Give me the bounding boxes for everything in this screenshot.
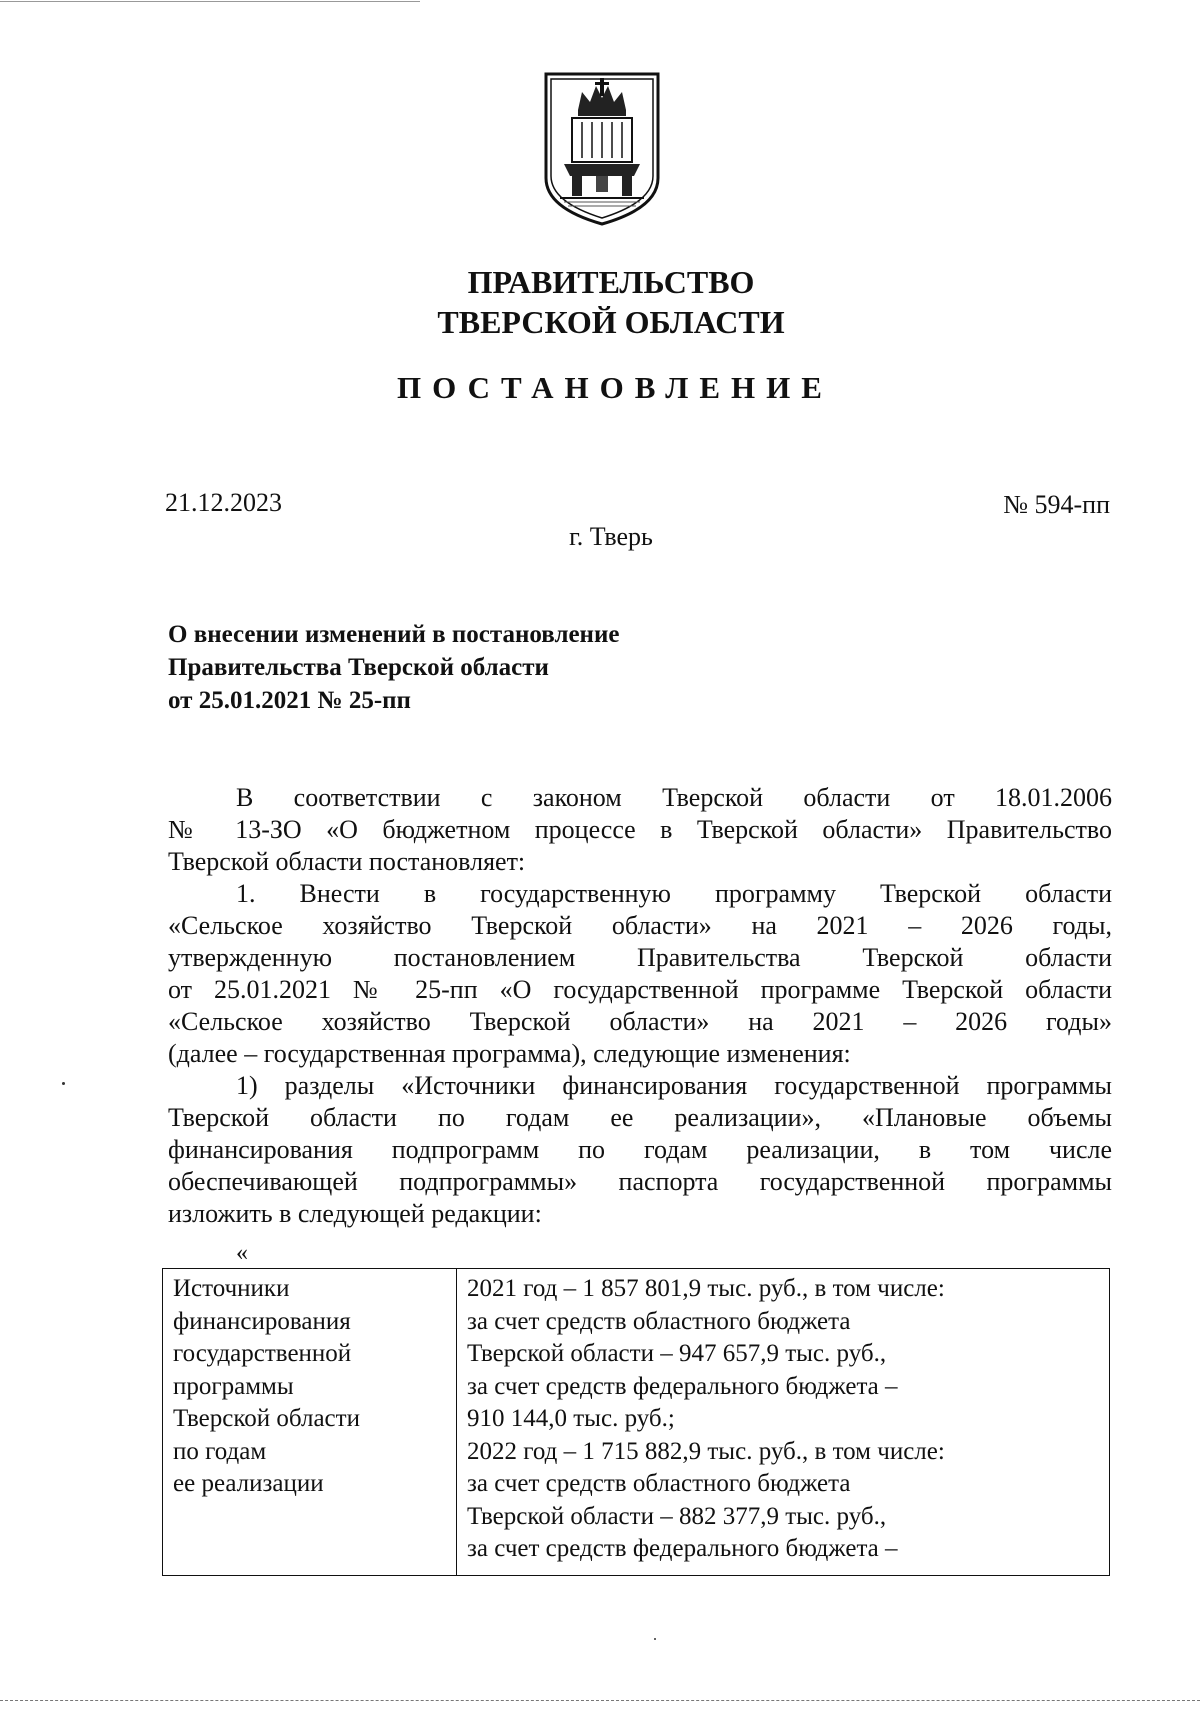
scan-artifact-line — [0, 1700, 1200, 1701]
table-left-line: Тверской области — [173, 1405, 360, 1432]
table-right-line: Тверской области – 882 377,9 тыс. руб., — [467, 1502, 887, 1530]
document-city: г. Тверь — [569, 522, 653, 551]
subject-line: Правительства Тверской области — [168, 654, 549, 681]
document-date: 21.12.2023 — [165, 488, 282, 517]
table-right-line: Тверской области – 947 657,9 тыс. руб., — [467, 1340, 887, 1367]
table-left-line: Источники — [173, 1275, 290, 1302]
table-right-line: за счет средств областного бюджета — [467, 1470, 851, 1497]
body-line: утвержденную постановлением Правительства Тверской области — [168, 943, 1112, 972]
subject-line: О внесении изменений в постановление — [168, 621, 620, 648]
document-subject — [168, 618, 619, 717]
scan-speck — [62, 1082, 65, 1085]
body-line: Тверской области по годам ее реализации», «Плановые объемы — [168, 1103, 1112, 1132]
table-left-line: программы — [173, 1372, 294, 1400]
body-line: № 13-ЗО «О бюджетном процессе в Тверской области» Правительство — [168, 815, 1112, 844]
body-line: Тверской области постановляет: — [168, 847, 526, 876]
table-right-line: за счет средств федерального бюджета – — [467, 1535, 898, 1562]
table-left-cell — [173, 1273, 360, 1501]
table-right-line: за счет средств областного бюджета — [467, 1307, 851, 1335]
table-left-line: по годам — [173, 1437, 267, 1465]
government-title — [0, 262, 1200, 342]
financing-table — [162, 1268, 1110, 1576]
table-right-line: 2021 год – 1 857 801,9 тыс. руб., в том числе: — [467, 1275, 945, 1302]
body-line: «Сельское хозяйство Тверской области» на 2021 – 2026 годы, — [168, 911, 1112, 940]
table-left-line: ее реализации — [173, 1470, 324, 1497]
body-line: В соответствии с законом Тверской области от 18.01.2006 — [236, 783, 1112, 812]
government-title-line1: ПРАВИТЕЛЬСТВО — [467, 264, 755, 300]
table-right-line: 2022 год – 1 715 882,9 тыс. руб., в том числе: — [467, 1437, 945, 1465]
body-line: (далее – государственная программа), следующие изменения: — [168, 1039, 851, 1068]
body-line: от 25.01.2021 № 25-пп «О государственной программе Тверской области — [168, 975, 1112, 1004]
scan-speck — [654, 1638, 656, 1640]
scan-artifact-line — [0, 1, 420, 2]
document-body — [168, 782, 1112, 1230]
document-number: № 594-пп — [1003, 490, 1110, 519]
government-title-line2: ТВЕРСКОЙ ОБЛАСТИ — [437, 304, 785, 340]
body-line: финансирования подпрограмм по годам реализации, в том числе — [168, 1135, 1112, 1164]
table-right-cell — [467, 1273, 945, 1566]
body-line: обеспечивающей подпрограммы» паспорта государственной программы — [168, 1167, 1112, 1196]
table-column-divider — [456, 1269, 457, 1575]
body-line: 1) разделы «Источники финансирования государственной программы — [236, 1071, 1112, 1100]
body-line: изложить в следующей редакции: — [168, 1199, 542, 1228]
body-line: «Сельское хозяйство Тверской области» на 2021 – 2026 годы» — [168, 1007, 1112, 1036]
document-type: ПОСТАНОВЛЕНИЕ — [397, 370, 833, 405]
table-right-line: 910 144,0 тыс. руб.; — [467, 1405, 675, 1432]
body-line: 1. Внести в государственную программу Тверской области — [236, 879, 1112, 908]
tver-coat-of-arms-icon — [538, 68, 666, 228]
subject-line: от 25.01.2021 № 25-пп — [168, 687, 411, 714]
table-left-line: финансирования — [173, 1307, 351, 1335]
table-right-line: за счет средств федерального бюджета – — [467, 1372, 898, 1400]
opening-quote: « — [236, 1240, 248, 1266]
table-left-line: государственной — [173, 1340, 352, 1367]
